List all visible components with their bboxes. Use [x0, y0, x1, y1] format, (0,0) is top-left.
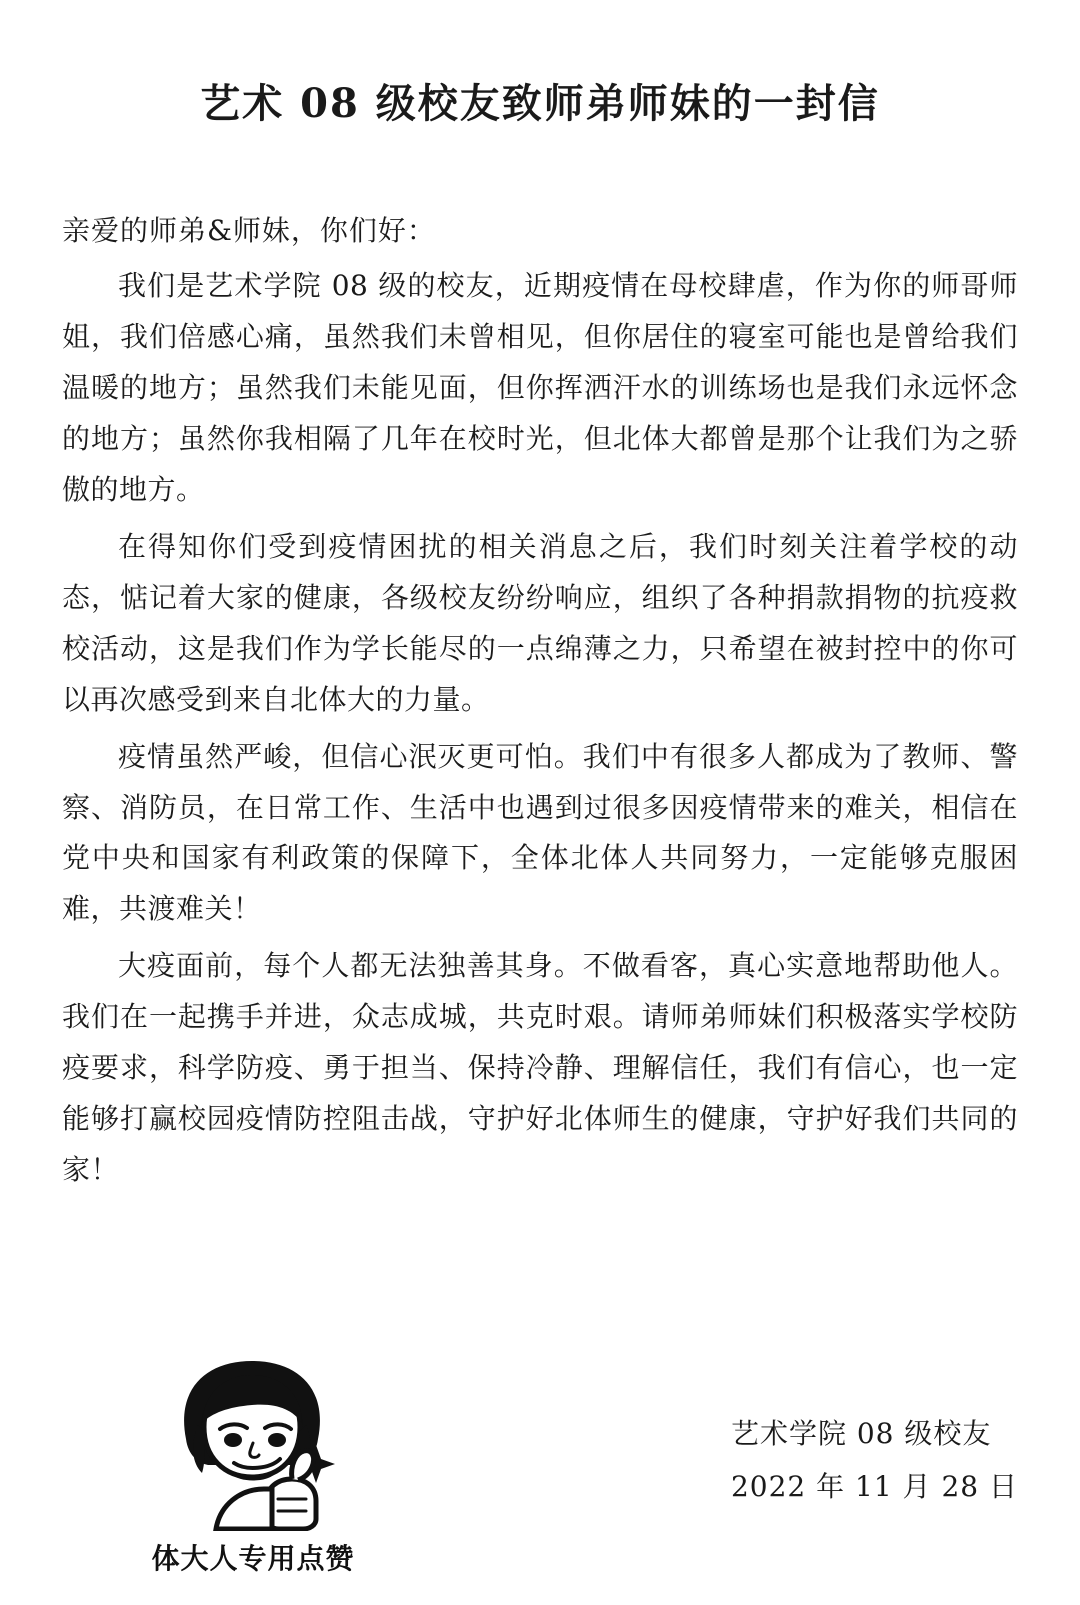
signature-author: 艺术学院 08 级校友	[730, 1416, 992, 1450]
mascot-stamp	[128, 1347, 378, 1577]
thumbs-up-mascot-sticker-icon	[146, 1353, 360, 1531]
signature-date: 2022 年 11 月 28 日	[730, 1469, 1018, 1503]
letter-paragraph: 大疫面前，每个人都无法独善其身。不做看客，真心实意地帮助他人。我们在一起携手并进，众志成城，共克时艰。请师弟师妹们积极落实学校防疫要求，科学防疫、勇于担当、保持冷静、理解信任，我们有信心，也一定能够打赢校园疫情防控阻击战，守护好北体师生的健康，守护好我们共同的家！	[62, 949, 1018, 1187]
letter-paragraph: 在得知你们受到疫情困扰的相关消息之后，我们时刻关注着学校的动态，惦记着大家的健康，各级校友纷纷响应，组织了各种捐款捐物的抗疫救校活动，这是我们作为学长能尽的一点绵薄之力，只希望在被封控中的你可以再次感受到来自北体大的力量。	[62, 529, 1018, 716]
stamp-caption: 体大人专用点赞	[151, 1542, 355, 1575]
signature-block	[731, 1407, 1018, 1513]
letter-page	[0, 78, 1080, 1605]
page-title: 艺术 08 级校友致师弟师妹的一封信	[200, 80, 880, 127]
letter-paragraph: 我们是艺术学院 08 级的校友，近期疫情在母校肆虐，作为你的师哥师姐，我们倍感心痛，虽然我们未曾相见，但你居住的寝室可能也是曾给我们温暖的地方；虽然我们未能见面，但你挥洒汗水的训练场也是我们永远怀念的地方；虽然你我相隔了几年在校时光，但北体大都曾是那个让我们为之骄傲的地方。	[62, 269, 1018, 506]
letter-salutation: 亲爱的师弟&师妹，你们好：	[62, 214, 436, 247]
letter-paragraph: 疫情虽然严峻，但信心泯灭更可怕。我们中有很多人都成为了教师、警察、消防员，在日常工作、生活中也遇到过很多因疫情带来的难关，相信在党中央和国家有利政策的保障下，全体北体人共同努力，一定能够克服困难，共渡难关！	[62, 739, 1018, 926]
letter-body	[62, 261, 1018, 1196]
